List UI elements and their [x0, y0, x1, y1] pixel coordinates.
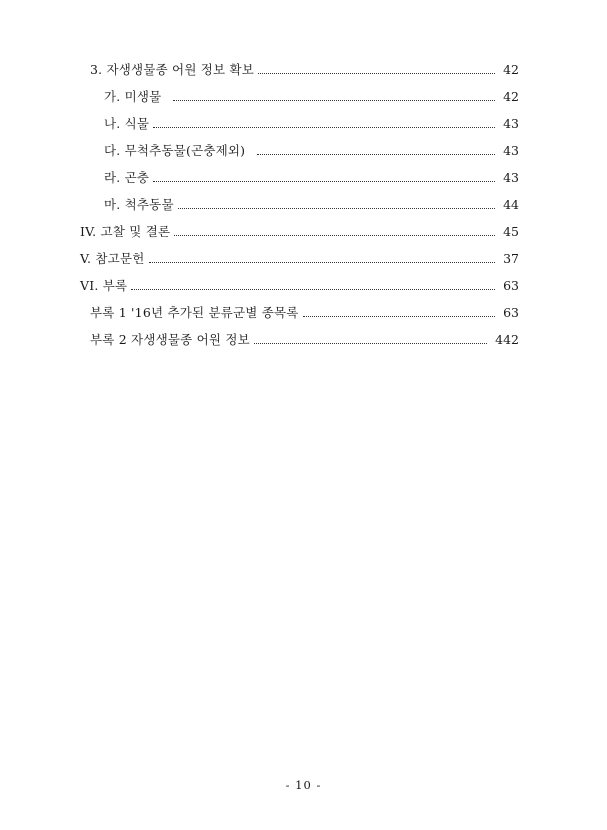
toc-entry-label: 라. 곤충 — [104, 170, 150, 185]
table-of-contents — [0, 0, 607, 400]
toc-entry[interactable] — [0, 249, 607, 269]
toc-entry-label: 가. 미생물 — [104, 89, 162, 104]
toc-entry-label: 부록 1 '16년 추가된 분류군별 종목록 — [90, 305, 299, 320]
dot-leader — [254, 342, 487, 344]
toc-entry-page: 43 — [503, 116, 519, 131]
toc-entry[interactable] — [0, 60, 607, 80]
toc-entry[interactable] — [0, 195, 607, 215]
toc-entry-label: 부록 2 자생생물종 어원 정보 — [90, 332, 250, 347]
toc-entry-page: 442 — [495, 332, 519, 347]
toc-entry[interactable] — [0, 168, 607, 188]
page-number: - 10 - — [285, 778, 322, 792]
dot-leader — [149, 261, 496, 263]
dot-leader — [174, 234, 495, 236]
toc-entry[interactable] — [0, 114, 607, 134]
dot-leader — [153, 126, 495, 128]
dot-leader — [257, 153, 495, 155]
toc-entry-label: VI. 부록 — [80, 278, 128, 293]
toc-entry[interactable] — [0, 330, 607, 350]
toc-entry[interactable] — [0, 141, 607, 161]
toc-entry-page: 44 — [503, 197, 519, 212]
toc-entry-page: 43 — [503, 170, 519, 185]
toc-entry-label: V. 참고문헌 — [80, 251, 145, 266]
toc-entry[interactable] — [0, 276, 607, 296]
toc-entry-page: 63 — [503, 278, 519, 293]
toc-entry-page: 63 — [503, 305, 519, 320]
toc-entry-label: IV. 고찰 및 결론 — [80, 224, 171, 239]
dot-leader — [153, 180, 495, 182]
toc-entry-page: 45 — [503, 224, 519, 239]
toc-entry-label: 3. 자생생물종 어원 정보 확보 — [90, 62, 255, 77]
toc-entry[interactable] — [0, 87, 607, 107]
toc-entry-page: 37 — [503, 251, 519, 266]
toc-entry-label: 마. 척추동물 — [104, 197, 174, 212]
toc-entry[interactable] — [0, 222, 607, 242]
toc-entry-page: 42 — [503, 89, 519, 104]
toc-entry-label: 나. 식물 — [104, 116, 150, 131]
dot-leader — [173, 99, 495, 101]
toc-entry-page: 42 — [503, 62, 519, 77]
toc-entry[interactable] — [0, 303, 607, 323]
dot-leader — [303, 315, 496, 317]
dot-leader — [258, 72, 495, 74]
dot-leader — [131, 288, 495, 290]
toc-entry-page: 43 — [503, 143, 519, 158]
toc-entry-label: 다. 무척추동물(곤충제외) — [104, 143, 246, 158]
dot-leader — [178, 207, 495, 209]
